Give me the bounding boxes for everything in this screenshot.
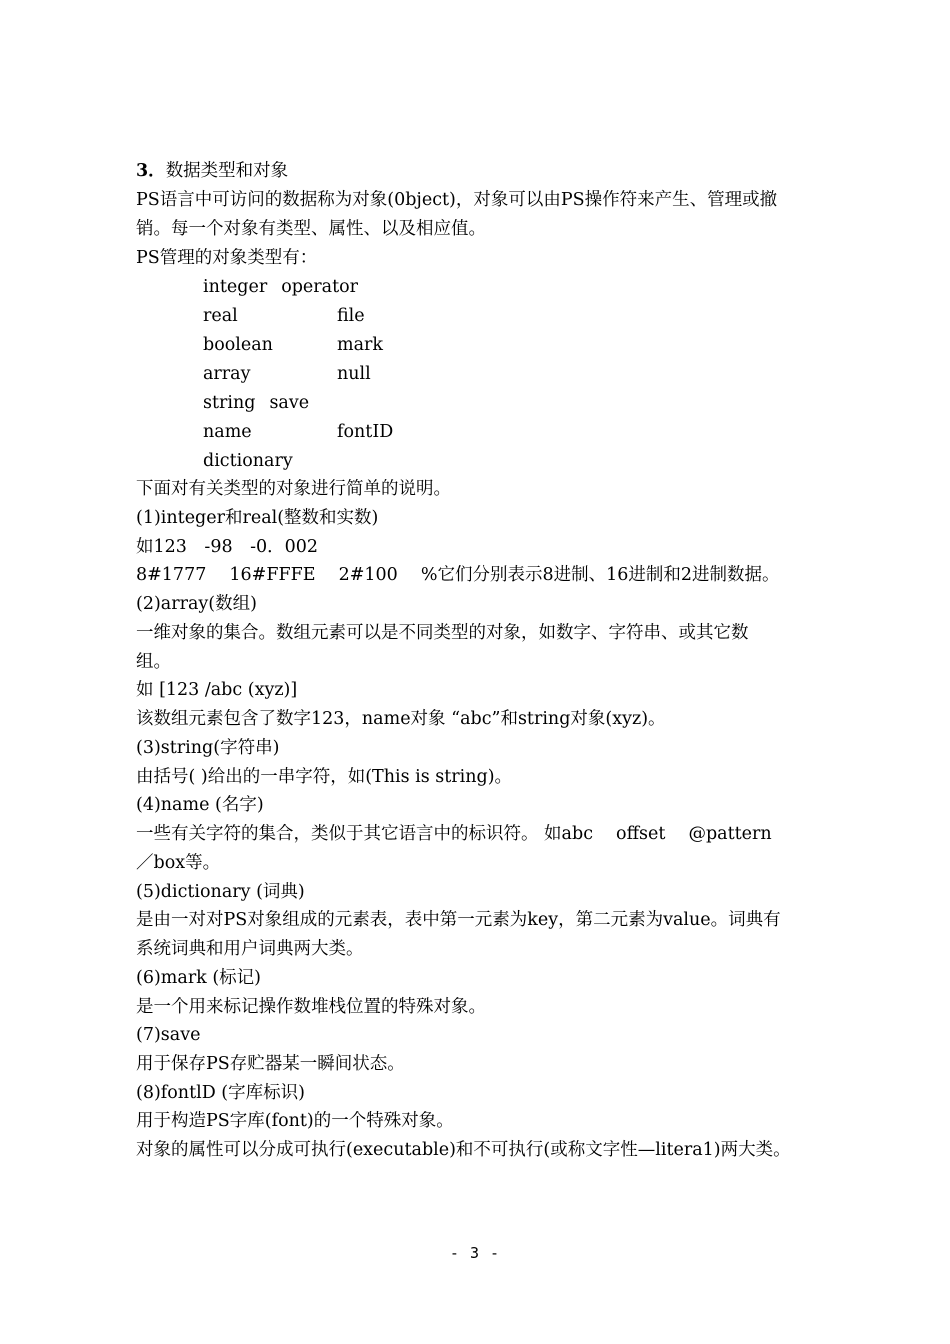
- body-line-22: (8)fontlD (字库标识): [136, 1083, 305, 1103]
- body-line-7: 组。: [136, 652, 171, 672]
- type-row-6: [203, 421, 394, 443]
- body-line-14: ／box等。: [136, 853, 221, 873]
- body-line-10: (3)string(字符串): [136, 738, 280, 758]
- type-name: save: [269, 393, 310, 413]
- type-name: mark: [337, 335, 383, 355]
- section-heading: [136, 160, 826, 182]
- section-title: 数据类型和对象: [165, 161, 289, 181]
- type-row-1: [203, 276, 358, 298]
- body-line-17: 系统词典和用户词典两大类。: [136, 939, 364, 959]
- body-line-9: 该数组元素包含了数字123，name对象 “abc”和string对象(xyz)。: [136, 709, 666, 729]
- type-name: dictionary: [203, 451, 293, 471]
- body-line-2: (1)integer和real(整数和实数): [136, 508, 379, 528]
- type-row-5: [203, 392, 309, 414]
- body-line-21: 用于保存PS存贮器某一瞬间状态。: [136, 1054, 405, 1074]
- type-name: boolean: [203, 335, 273, 355]
- body-line-13: 一些有关字符的集合，类似于其它语言中的标识符。 如abc offset @pattern: [136, 824, 772, 844]
- body-line-11: 由括号( )给出的一串字符，如(This is string)。: [136, 767, 513, 787]
- type-row-7: [203, 450, 293, 472]
- body-line-19: 是一个用来标记操作数堆栈位置的特殊对象。: [136, 997, 486, 1017]
- body-line-18: (6)mark (标记): [136, 968, 262, 988]
- type-name: fontID: [337, 422, 394, 442]
- body-line-15: (5)dictionary (词典): [136, 882, 305, 902]
- type-name: array: [203, 364, 251, 384]
- type-name: file: [337, 306, 365, 326]
- type-name: string: [203, 393, 256, 413]
- intro-line-1: PS语言中可访问的数据称为对象(0bject)，对象可以由PS操作符来产生、管理或撤: [136, 190, 778, 210]
- page-number: - 3 -: [449, 1244, 501, 1262]
- body-line-16: 是由一对对PS对象组成的元素表，表中第一元素为key，第二元素为value。词典有: [136, 910, 781, 930]
- intro-line-2: 销。每一个对象有类型、属性、以及相应值。: [136, 219, 486, 239]
- type-name: integer: [203, 277, 268, 297]
- body-line-4: 8#1777 16#FFFE 2#100 %它们分别表示8进制、16进制和2进制数据。: [136, 565, 780, 585]
- type-name: name: [203, 422, 252, 442]
- type-name: real: [203, 306, 238, 326]
- section-number: 3．: [136, 161, 166, 181]
- body-line-12: (4)name (名字): [136, 795, 264, 815]
- type-name: null: [337, 364, 371, 384]
- type-name: operator: [281, 277, 359, 297]
- body-line-23: 用于构造PS字库(font)的一个特殊对象。: [136, 1111, 454, 1131]
- body-line-1: 下面对有关类型的对象进行简单的说明。: [136, 479, 451, 499]
- type-row-2: [203, 305, 365, 327]
- type-row-3: [203, 334, 383, 356]
- body-line-20: (7)save: [136, 1025, 201, 1045]
- body-line-3: 如123 -98 -0．002: [136, 537, 319, 557]
- body-line-8: 如 [123 /abc (xyz)]: [136, 680, 298, 700]
- body-line-6: 一维对象的集合。数组元素可以是不同类型的对象，如数字、字符串、或其它数: [136, 623, 749, 643]
- intro-line-3: PS管理的对象类型有：: [136, 248, 318, 268]
- type-row-4: [203, 363, 371, 385]
- body-line-5: (2)array(数组): [136, 594, 257, 614]
- body-line-24: 对象的属性可以分成可执行(executable)和不可执行(或称文字性—litera1)两大类。: [136, 1140, 791, 1160]
